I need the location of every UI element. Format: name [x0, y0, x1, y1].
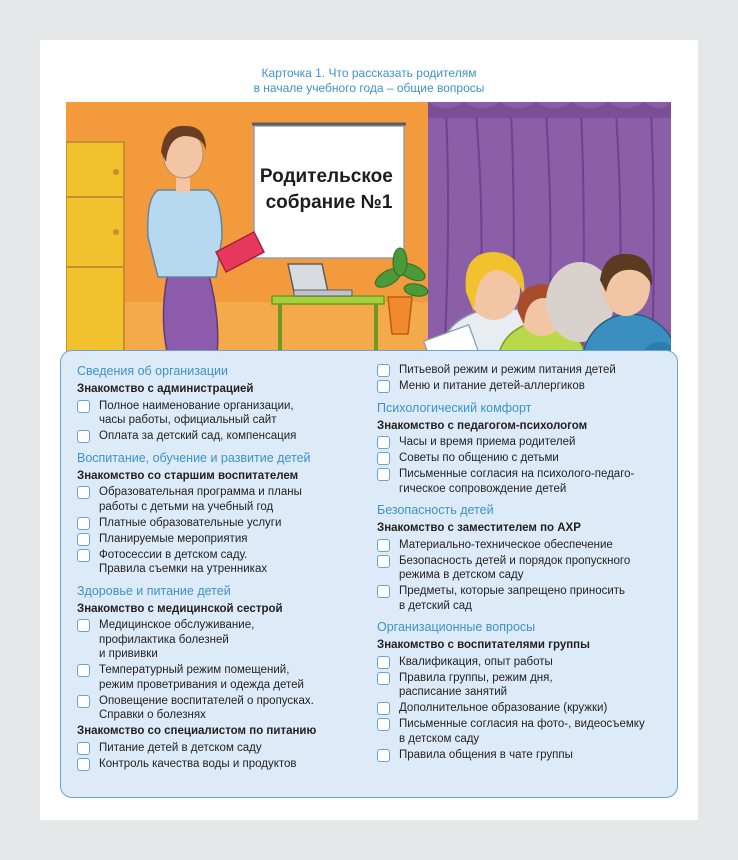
parent-meeting-illustration	[66, 102, 671, 392]
group-subtitle: Знакомство с медицинской сестрой	[77, 602, 283, 615]
checkbox[interactable]	[377, 672, 390, 685]
checkbox[interactable]	[77, 619, 90, 632]
checklist-item	[377, 584, 669, 613]
checkbox[interactable]	[77, 517, 90, 530]
checklist-item	[77, 663, 359, 692]
checklist-item-text: Письменные согласия на фото-, видеосъемку в детском саду	[399, 718, 645, 745]
group-subtitle: Знакомство с воспитателями группы	[377, 639, 590, 651]
checkbox[interactable]	[77, 664, 90, 677]
checklist-item-text: Оплата за детский сад, компенсация	[99, 430, 297, 442]
checkbox[interactable]	[77, 695, 90, 708]
checkbox[interactable]	[77, 486, 90, 499]
group-subtitle: Знакомство со специалистом по питанию	[77, 725, 317, 737]
checklist-item	[377, 717, 669, 746]
checkbox[interactable]	[77, 533, 90, 546]
checklist-item-text: Квалификация, опыт работы	[399, 655, 553, 668]
checklist-item	[377, 671, 669, 700]
checkbox[interactable]	[77, 430, 90, 443]
card-title: Карточка 1. Что рассказать родителям в начале учебного года – общие вопросы	[253, 66, 485, 95]
checklist-item	[77, 532, 359, 547]
checklist-item-text: Контроль качества воды и продуктов	[99, 757, 297, 770]
group-subtitle: Знакомство со старшим воспитателем	[77, 469, 299, 482]
checkbox[interactable]	[377, 718, 390, 731]
checkbox[interactable]	[377, 380, 390, 393]
checklist-item-text: Часы и время приема родителей	[399, 436, 576, 448]
checklist-item-text: Полное наименование организации, часы работы, официальный сайт	[99, 399, 294, 426]
group-subtitle: Знакомство с педагогом-психологом	[377, 419, 588, 432]
checklist-right-column	[377, 357, 669, 764]
section-title: Здоровье и питание детей	[77, 583, 231, 598]
checklist-item	[77, 548, 359, 577]
checklist-item-text: Платные образовательные услуги	[99, 516, 282, 529]
checkbox[interactable]	[377, 468, 390, 481]
checklist-item-text: Письменные согласия на психолого-педаго- гическое сопровождение детей	[399, 468, 635, 495]
section-title: Воспитание, обучение и развитие детей	[77, 450, 311, 465]
checkbox[interactable]	[377, 585, 390, 598]
checkbox[interactable]	[377, 539, 390, 552]
checklist-item-text: Медицинское обслуживание, профилактика болезней и прививки	[99, 619, 255, 660]
checklist-item-text: Образовательная программа и планы работы с детьми на учебный год	[99, 486, 302, 513]
section-title: Сведения об организации	[77, 364, 228, 378]
checklist-item-text: Фотосессии в детском саду. Правила съемки на утренниках	[99, 548, 268, 575]
checklist-item	[77, 618, 359, 662]
checklist-item-text: Предметы, которые запрещено приносить в детский сад	[399, 585, 626, 612]
checklist-item	[77, 694, 359, 723]
checkbox[interactable]	[77, 742, 90, 755]
checklist-item	[77, 399, 359, 428]
checklist-item	[77, 741, 359, 756]
checklist-item	[377, 379, 669, 394]
section-title: Организационные вопросы	[377, 620, 536, 634]
checklist-item	[77, 485, 359, 514]
checklist-item	[377, 435, 669, 450]
checklist-item	[377, 451, 669, 466]
checkbox[interactable]	[77, 400, 90, 413]
checklist-item-text: Планируемые мероприятия	[99, 532, 248, 545]
checklist-item-text: Дополнительное образование (кружки)	[399, 702, 608, 714]
checkbox[interactable]	[377, 749, 390, 762]
checklist-item	[377, 655, 669, 670]
checkbox[interactable]	[377, 436, 390, 449]
checkbox[interactable]	[377, 555, 390, 568]
checklist-item	[377, 363, 669, 378]
checklist-item	[377, 701, 669, 716]
checkbox[interactable]	[77, 758, 90, 771]
checklist-panel	[60, 350, 678, 798]
checklist-item-text: Температурный режим помещений, режим проветривания и одежда детей	[99, 664, 304, 691]
checklist-item	[377, 748, 669, 763]
section-title: Безопасность детей	[377, 503, 494, 517]
checklist-item-text: Материально-техническое обеспечение	[399, 538, 613, 551]
checklist-item	[77, 516, 359, 531]
checklist-item-text: Питание детей в детском саду	[99, 741, 262, 754]
checklist-item	[377, 554, 669, 583]
checklist-item	[77, 429, 359, 444]
checkbox[interactable]	[377, 452, 390, 465]
section-title: Психологический комфорт	[377, 400, 532, 415]
checklist-item-text: Меню и питание детей-аллергиков	[399, 380, 585, 392]
checklist-item-text: Правила группы, режим дня, расписание занятий	[399, 671, 553, 698]
checklist-left-column	[77, 357, 359, 773]
document-page	[40, 40, 698, 820]
checkbox[interactable]	[77, 549, 90, 562]
checklist-item-text: Оповещение воспитателей о пропусках. Справки о болезнях	[99, 694, 314, 721]
checklist-item-text: Питьевой режим и режим питания детей	[399, 364, 616, 376]
checkbox[interactable]	[377, 364, 390, 377]
checkbox[interactable]	[377, 656, 390, 669]
continued-items	[377, 363, 669, 394]
checklist-item	[377, 538, 669, 553]
checklist-item	[77, 757, 359, 772]
checklist-item	[377, 467, 669, 496]
checklist-item-text: Безопасность детей и порядок пропускного режима в детском саду	[399, 554, 631, 581]
group-subtitle: Знакомство с заместителем по АХР	[377, 522, 581, 534]
poster-text: Родительское собрание №1	[259, 166, 393, 213]
checklist-item-text: Правила общения в чате группы	[399, 748, 573, 761]
checklist-item-text: Советы по общению с детьми	[399, 452, 559, 464]
checkbox[interactable]	[377, 702, 390, 715]
group-subtitle: Знакомство с администрацией	[77, 383, 254, 395]
